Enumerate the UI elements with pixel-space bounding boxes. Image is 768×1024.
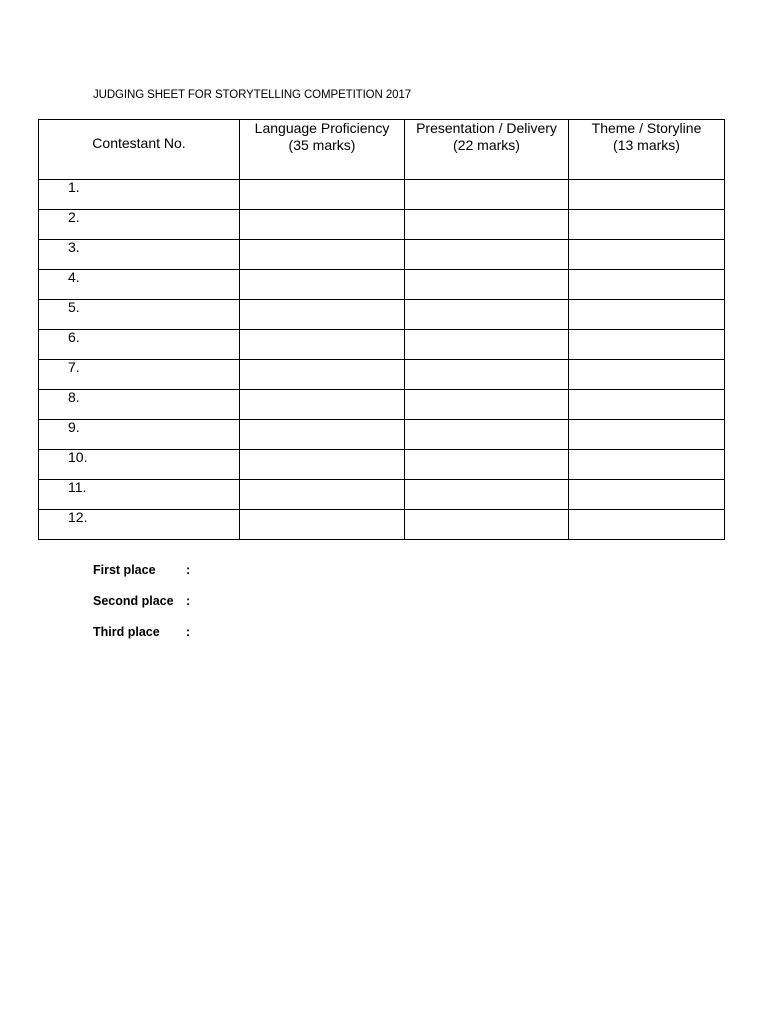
language-score-cell (240, 420, 405, 450)
table-row (39, 420, 725, 450)
header-language-proficiency (240, 120, 405, 180)
presentation-score-cell (405, 210, 569, 240)
second-place-label: Second place (93, 594, 174, 608)
contestant-number: 7. (39, 360, 240, 390)
table-row (39, 240, 725, 270)
table-row (39, 210, 725, 240)
table-row (39, 180, 725, 210)
theme-score-cell (569, 360, 725, 390)
contestant-number: 3. (39, 240, 240, 270)
table-row (39, 480, 725, 510)
table-row (39, 270, 725, 300)
header-label: Language Proficiency (254, 120, 390, 136)
language-score-cell (240, 180, 405, 210)
table-header-row (39, 120, 725, 180)
theme-score-cell (569, 210, 725, 240)
presentation-score-cell (405, 510, 569, 540)
presentation-score-cell (405, 330, 569, 360)
judging-table (38, 119, 725, 540)
table-row (39, 300, 725, 330)
contestant-number: 8. (39, 390, 240, 420)
presentation-score-cell (405, 240, 569, 270)
table-row (39, 360, 725, 390)
header-label: Contestant No. (92, 135, 186, 151)
table-row (39, 510, 725, 540)
language-score-cell (240, 450, 405, 480)
presentation-score-cell (405, 300, 569, 330)
language-score-cell (240, 360, 405, 390)
theme-score-cell (569, 330, 725, 360)
language-score-cell (240, 300, 405, 330)
second-place-colon: : (186, 594, 191, 608)
header-marks: (13 marks) (613, 137, 680, 153)
language-score-cell (240, 210, 405, 240)
contestant-number: 11. (39, 480, 240, 510)
contestant-number: 9. (39, 420, 240, 450)
contestant-number: 10. (39, 450, 240, 480)
contestant-number: 4. (39, 270, 240, 300)
language-score-cell (240, 480, 405, 510)
theme-score-cell (569, 510, 725, 540)
presentation-score-cell (405, 360, 569, 390)
contestant-number: 5. (39, 300, 240, 330)
language-score-cell (240, 240, 405, 270)
theme-score-cell (569, 300, 725, 330)
first-place-colon: : (186, 563, 191, 577)
presentation-score-cell (405, 390, 569, 420)
language-score-cell (240, 330, 405, 360)
header-label: Theme / Storyline (591, 120, 702, 136)
third-place-label: Third place (93, 625, 160, 639)
theme-score-cell (569, 270, 725, 300)
header-marks: (22 marks) (453, 137, 520, 153)
third-place-colon: : (186, 625, 191, 639)
presentation-score-cell (405, 270, 569, 300)
header-contestant-no (39, 120, 240, 180)
language-score-cell (240, 270, 405, 300)
table-row (39, 330, 725, 360)
theme-score-cell (569, 480, 725, 510)
contestant-number: 6. (39, 330, 240, 360)
theme-score-cell (569, 420, 725, 450)
theme-score-cell (569, 240, 725, 270)
presentation-score-cell (405, 480, 569, 510)
header-theme-storyline (569, 120, 725, 180)
language-score-cell (240, 390, 405, 420)
language-score-cell (240, 510, 405, 540)
contestant-number: 1. (39, 180, 240, 210)
theme-score-cell (569, 390, 725, 420)
presentation-score-cell (405, 450, 569, 480)
table-row (39, 390, 725, 420)
header-presentation-delivery (405, 120, 569, 180)
header-marks: (35 marks) (288, 137, 356, 153)
presentation-score-cell (405, 180, 569, 210)
header-label: Presentation / Delivery (416, 120, 557, 136)
table-row (39, 450, 725, 480)
theme-score-cell (569, 180, 725, 210)
contestant-number: 12. (39, 510, 240, 540)
contestant-number: 2. (39, 210, 240, 240)
document-title: JUDGING SHEET FOR STORYTELLING COMPETITION 2017 (93, 89, 412, 101)
theme-score-cell (569, 450, 725, 480)
first-place-label: First place (93, 563, 156, 577)
presentation-score-cell (405, 420, 569, 450)
